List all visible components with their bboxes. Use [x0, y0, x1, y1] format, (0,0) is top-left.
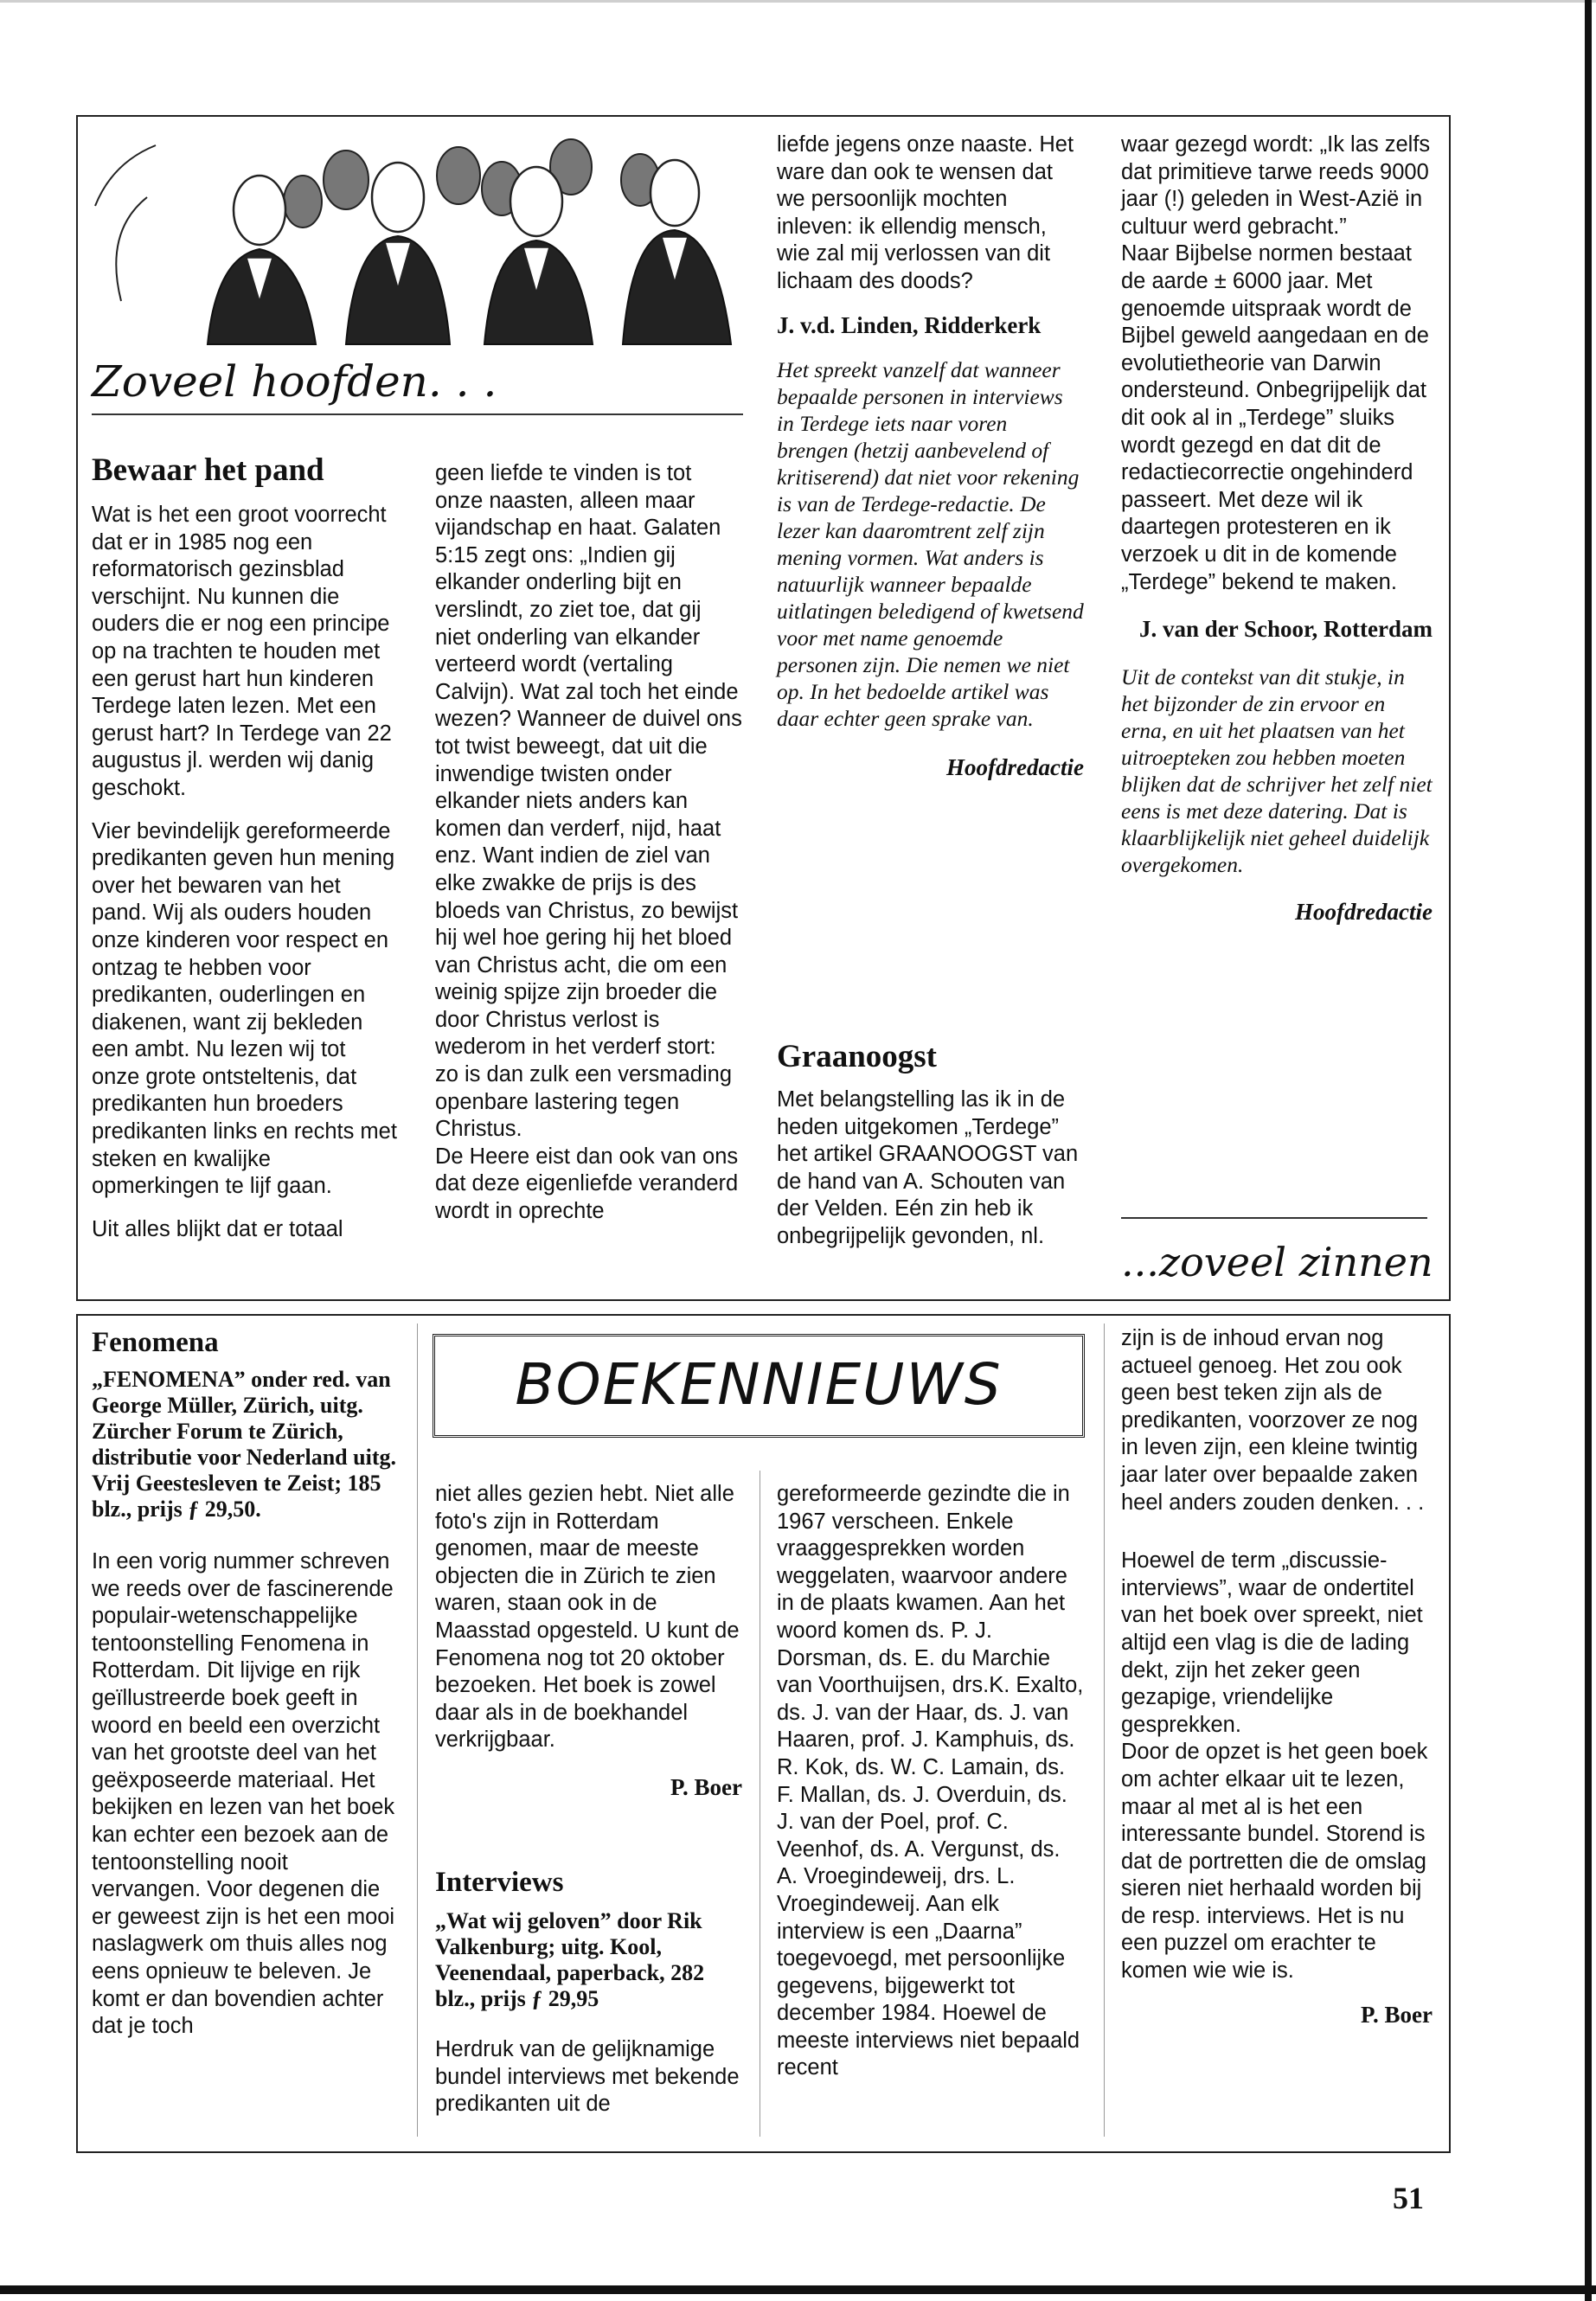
bewaar-p1: Wat is het een groot voorrecht dat er in 1985 nog een reformatorisch gezinsblad verschijnt. Nu kunnen die ouders die er nog een principe op na trachten te houden met een gerust hart hun kinderen Terdege laten lezen. Met een gerust hart? In Terdege van 22 augustus jl. werden wij danig geschokt.: [92, 503, 392, 800]
graan-p1: Met belangstelling las ik in de heden uitgekomen „Terdege” het artikel GRAANOOGST van de hand van A. Schouten van der Velden. Eén zin heb ik onbegrijpelijk gevonden, nl.: [777, 1087, 1079, 1248]
fenomena-signature: P. Boer: [670, 1773, 742, 1800]
letters-col3: [777, 131, 1084, 797]
bewaar-heading: Bewaar het pand: [92, 452, 324, 488]
scan-top-edge: [0, 0, 1596, 3]
interviews-bibliography: „Wat wij geloven” door Rik Valkenburg; uitg. Kool, Veenendaal, paperback, 282 blz., prijs ƒ 29,95: [435, 1908, 705, 2011]
bewaar-col3-text: liefde jegens onze naaste. Het ware dan ook te wensen dat we persoonlijk mochten inleven: ik ellendig mensch, wie zal mij verlossen van dit lichaam des doods?: [777, 132, 1074, 293]
graan-col3: [777, 1086, 1084, 1251]
zinnen-rule: [1121, 1217, 1427, 1219]
fenomena-col2: [435, 1481, 742, 1817]
divider-1: [417, 1324, 418, 2137]
graan-col4-text: Naar Bijbelse normen bestaat de aarde ± 6000 jaar. Met genoemde uitspraak wordt de Bijbel geweld aangedaan en de evolutietheorie van Darwin ondersteund. Onbegrijpelijk dat dit ook al in „Terdege” sluiks wordt gezegd en dat dit de redactiecorrectie ongehinderd passeert. Met deze wil ik daartegen protesteren en ik verzoek u dit in de komende „Terdege” bekend te maken.: [1121, 241, 1429, 594]
letters-col4: [1121, 131, 1433, 942]
bewaar-reply-signature: Hoofdredactie: [946, 753, 1084, 780]
interviews-signature: P. Boer: [1361, 2001, 1433, 2028]
fenomena-heading: Fenomena: [92, 1327, 219, 1358]
graan-author: J. van der Schoor, Rotterdam: [1139, 616, 1433, 643]
fenomena-bibliography: „FENOMENA” onder red. van George Müller, Zürich, uitg. Zürcher Forum te Zürich, distributie voor Nederland uitg. Vrij Geestesleven te Zeist; 185 blz., prijs ƒ 29,50.: [92, 1367, 396, 1522]
bewaar-editorial-reply: Het spreekt vanzelf dat wanneer bepaalde personen in interviews in Terdege iets naar voren brengen (hetzij aanbevelend of kritiserend) dat niet voor rekening is van de Terdege-redactie. De lezer kan daaromtrent zelf zijn mening vormen. Wat anders is natuurlijk wanneer bepaalde uitlatingen beledigend of kwetsend voor met name genoemde personen zijn. Die nemen we niet op. In het bedoelde artikel was daar echter geen sprake van.: [777, 356, 1084, 731]
scan-right-edge: [1585, 0, 1592, 2301]
zoveel-zinnen-title: ...zoveel zinnen: [1121, 1239, 1433, 1285]
interviews-col2: [435, 1908, 742, 2118]
bewaar-col2-p1: geen liefde te vinden is tot onze naasten, alleen maar vijandschap en haat. Galaten 5:15 zegt ons: „Indien gij elkander onderling bijt en verslindt, zo ziet toe, dat gij niet onderling van elkander verteerd wordt (vertaling Calvijn). Wat zal toch het einde wezen? Wanneer de duivel ons tot twist beweegt, dat uit die inwendige twisten onder elkander niets anders kan komen dan verderf, nijd, haat enz. Want indien de ziel van elke zwakke de prijs is des bloeds van Christus, zo bewijst hij wel hoe gering hij het bloed van Christus acht, die om een weinig spijze zijn broeder die door Christus verlost is wederom in het verderf stort: zo is dan zulk een versmading openbare lastering tegen Christus.: [435, 461, 742, 1142]
bewaar-col2: [435, 460, 742, 1226]
interviews-text: Herdruk van de gelijknamige bundel interviews met bekende predikanten uit de: [435, 2037, 740, 2117]
interviews-col4-p3: Door de opzet is het geen boek om achter elkaar uit te lezen, maar al met al is het een interessante bundel. Storend is dat de portretten die de omslag sieren niet herhaald worden bij de resp. interviews. Het is nu een puzzel om erachter te komen wie wie is.: [1121, 1740, 1428, 1984]
graan-col4-quote: waar gezegd wordt: „Ik las zelfs dat primitieve tarwe reeds 9000 jaar (!) geleden in West-Azië in cultuur werd gebracht.”: [1121, 132, 1431, 239]
interviews-col3: [777, 1481, 1084, 2082]
bewaar-p2: Vier bevindelijk gereformeerde predikanten geven hun mening over het bewaren van het pand. Wij als ouders houden onze kinderen voor respect en ontzag te hebben voor predikanten, ouderlingen en diakenen, want zij bekleden een ambt. Nu lezen wij tot onze grote ontsteltenis, dat predikanten hun broeders predikanten links en rechts met steken en kwalijke opmerkingen te lijf gaan.: [92, 818, 397, 1199]
graan-reply-signature: Hoofdredactie: [1295, 899, 1433, 926]
interviews-col4: [1121, 1325, 1433, 2044]
graan-editorial-reply: Uit de contekst van dit stukje, in het bijzonder de zin ervoor en erna, en uit het plaatsen van het uitroepteken zou hebben moeten blijken dat de schrijver het zelf niet eens is met deze datering. Dat is klaarblijkelijk niet geheel duidelijk overgekomen.: [1121, 664, 1433, 878]
page-number: 51: [1393, 2181, 1424, 2215]
fenomena-text-cont: niet alles gezien hebt. Niet alle foto's zijn in Rotterdam genomen, maar de meeste objecten die in Zürich te zien waren, staan ook in de Maasstad opgesteld. U kunt de Fenomena nog tot 20 oktober bezoeken. Het boek is zowel daar als in de boekhandel verkrijgbaar.: [435, 1482, 740, 1753]
interviews-col4-p2: Hoewel de term „discussie-interviews”, waar de ondertitel van het boek over spreekt, niet altijd een vlag is die de lading dekt, zijn het zeker geen gezapige, vriendelijke gesprekken.: [1121, 1548, 1423, 1737]
interviews-heading: Interviews: [435, 1867, 564, 1898]
fenomena-col1: [92, 1367, 400, 2041]
heads-illustration: [87, 128, 744, 370]
title-underline: [92, 413, 743, 415]
interviews-text-cont: gereformeerde gezindte die in 1967 verscheen. Enkele vraaggesprekken worden weggelaten, waarvoor andere in de plaats kwamen. Aan het woord komen ds. P. J. Dorsman, ds. E. du Marchie van Voorthuijsen, drs.K. Exalto, ds. J. van der Haar, ds. J. van Haaren, prof. J. Kamphuis, ds. R. Kok, ds. W. C. Lamain, ds. F. Mallan, ds. J. Overduin, ds. J. van der Poel, prof. C. Veenhof, ds. A. Vergunst, ds. A. Vroegindeweij, drs. L. Vroegindeweij. Aan elk interview is een „Daarna” toegevoegd, met persoonlijke gegevens, bijgewerkt tot december 1984. Hoewel de meeste interviews niet bepaald recent: [777, 1482, 1084, 2080]
graan-heading: Graanoogst: [777, 1039, 937, 1074]
boekennieuws-title: BOEKENNIEUWS: [515, 1351, 1003, 1418]
bewaar-author: J. v.d. Linden, Ridderkerk: [777, 311, 1042, 338]
zoveel-hoofden-title: Zoveel hoofden. . .: [92, 356, 497, 407]
interviews-col4-p1: zijn is de inhoud ervan nog actueel genoeg. Het zou ook geen best teken zijn als de predikanten, voorzover ze nog in leven zijn, een kleine twintig jaar later over bepaalde zaken heel anders zouden denken. . .: [1121, 1326, 1425, 1515]
scan-bottom-edge: [0, 2285, 1596, 2294]
divider-3: [1104, 1324, 1105, 2137]
bewaar-col2-p2: De Heere eist dan ook van ons dat deze eigenliefde veranderd wordt in oprechte: [435, 1144, 739, 1224]
bewaar-p3: Uit alles blijkt dat er totaal: [92, 1216, 343, 1241]
bewaar-col1: [92, 502, 399, 1243]
fenomena-text: In een vorig nummer schreven we reeds over de fascinerende populair-wetenschappelijke tentoonstelling Fenomena in Rotterdam. Dit lijvige en rijk geïllustreerde boek geeft in woord en beeld een overzicht van het grootste deel van het geëxposeerde materiaal. Het bekijken en lezen van het boek kan echter een bezoek aan de tentoonstelling nooit vervangen. Voor degenen die er geweest zijn is het een mooi naslagwerk om thuis alles nog eens opnieuw te beleven. Je komt er dan bovendien achter dat je toch: [92, 1549, 395, 2039]
